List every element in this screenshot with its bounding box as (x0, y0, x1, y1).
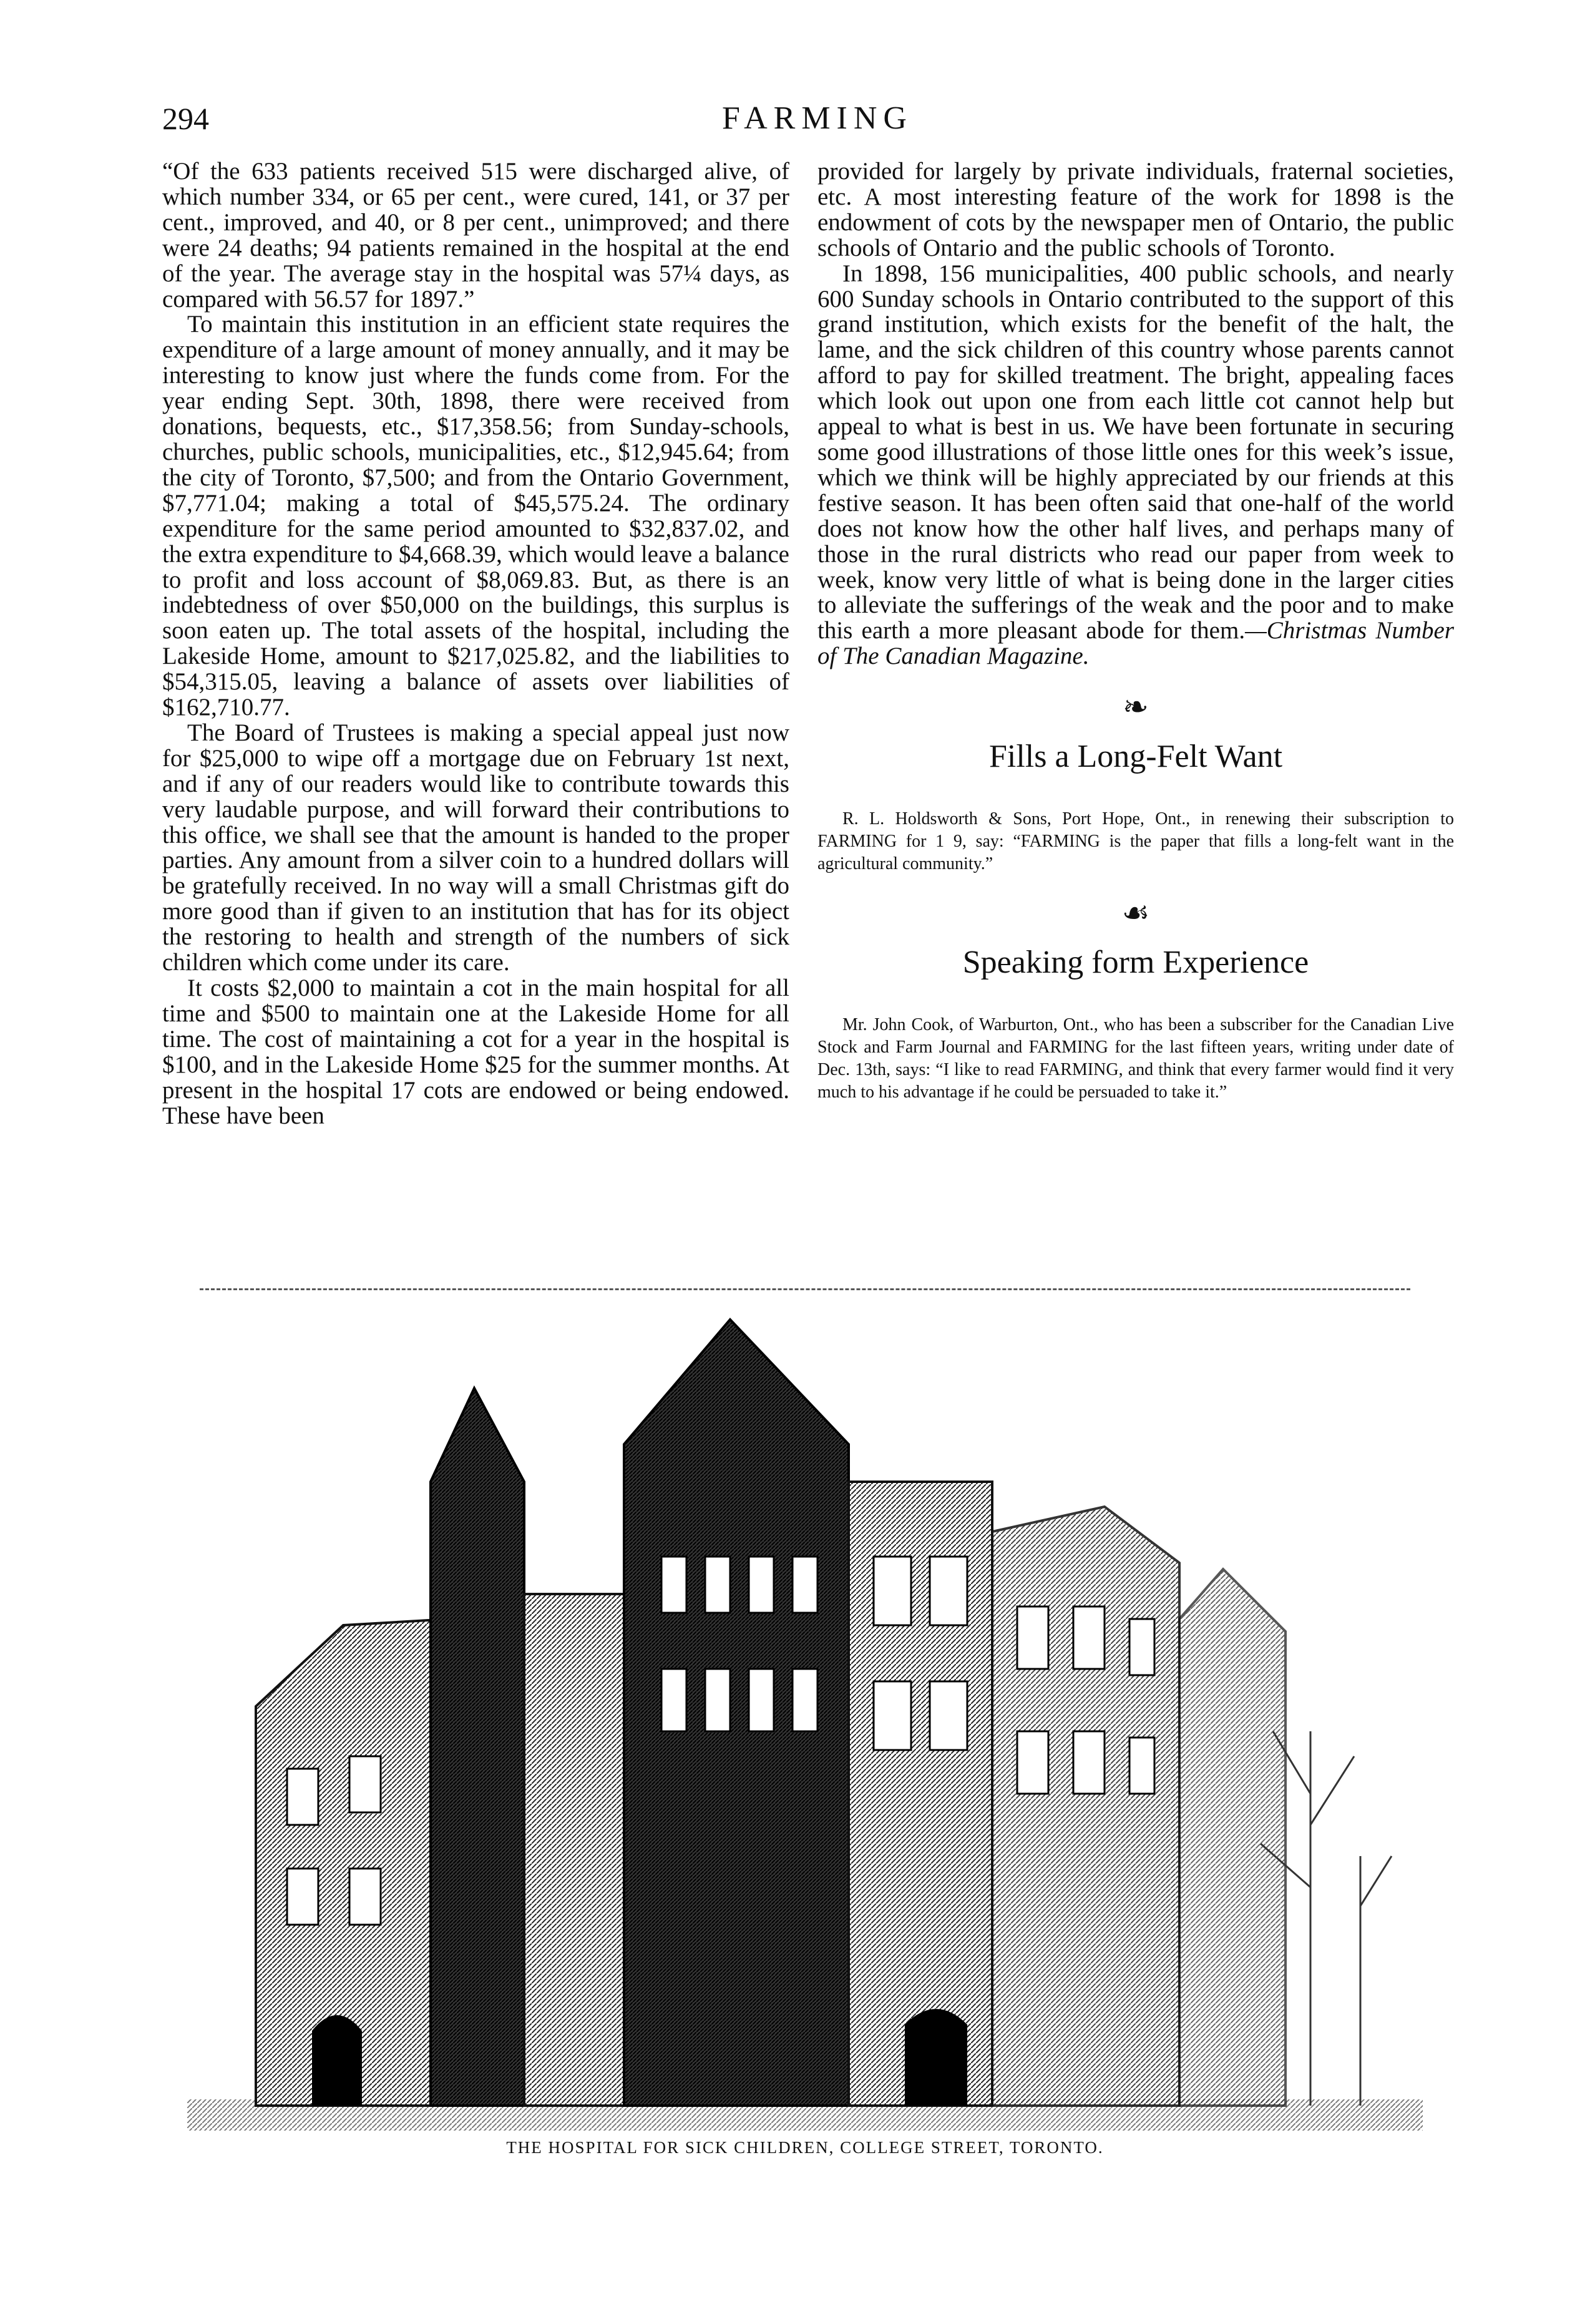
section-title: Fills a Long-Felt Want (988, 739, 1283, 775)
testimonial-text: Mr. John Cook, of Warburton, Ont., who has been a subscriber for the Canadian Live Stock and Farm Journal and FARMING for the last fifteen years, writing under date of Dec. 13th, says: “I like to read FARMING, and think that every farmer would find it very much to his advantage if he could be persuaded to take it.” (817, 1015, 1454, 1102)
right-column (817, 159, 1454, 1104)
paragraph: To maintain this institution in an efficient state requires the expenditure of a large amount of money annually, and it may be interesting to know just where the funds come from. For the year ending Sept. 30th, 1898, there were received from donations, bequests, etc., $17,358.56; from Sunday-schools, churches, public schools, municipalities, etc., $12,945.64; from the city of Toronto, $7,500; and from the Ontario Government, $7,771.04; making a total of $45,575.24. The ordinary expenditure for the same period amounted to $32,837.02, and the extra expenditure to $4,668.39, which would leave a balance to profit and loss account of $8,069.83. But, as there is an indebtedness of over $50,000 on the buildings, this surplus is soon eaten up. The total assets of the hospital, including the Lakeside Home, amount to $217,025.82, and the liabilities to $54,315.05, leaving a balance of assets over liabilities of $162,710.77. (162, 311, 789, 721)
building-illustration-icon (187, 1295, 1423, 2131)
ornament-divider-icon: ☙ (1121, 895, 1150, 931)
paragraph (817, 261, 1454, 670)
section-title: Speaking form Experience (962, 945, 1309, 981)
paragraph: The Board of Trustees is making a special appeal just now for $25,000 to wipe off a mortgage due on February 1st next, and if any of our readers would like to contribute towards this very laudable purpose, and will forward their contributions to this office, we shall see that the amount is handed to the proper parties. Any amount from a silver coin to a hundred dollars will be gratefully received. In no way will a small Christmas gift do more good than if given to an institution that has for its object the restoring to health and strength of the numbers of sick children which come under its care. (162, 719, 789, 976)
paragraph: “Of the 633 patients received 515 were discharged alive, of which number 334, or 65 per cent., were cured, 141, or 37 per cent., improved, and 40, or 8 per cent., unimproved; and there were 24 deaths; 94 patients remained in the hospital at the end of the year. The average stay in the hospital was 57¼ days, as compared with 56.57 for 1897.” (162, 158, 789, 313)
page-number: 294 (162, 101, 209, 136)
source-credit: —Christmas Number of The Canadian Magazine. (817, 617, 1454, 670)
hospital-engraving (187, 1295, 1423, 2131)
paragraph: provided for largely by private individuals, fraternal societies, etc. A most interesting feature of the work for 1898 is the endowment of cots by the newspaper men of Ontario, the public schools of Ontario and the public schools of Toronto. (817, 158, 1454, 261)
figure-caption: THE HOSPITAL FOR SICK CHILDREN, COLLEGE STREET, TORONTO. (506, 2138, 1104, 2157)
page-header (162, 94, 1473, 143)
running-head: FARMING (722, 100, 913, 136)
ornament-divider-icon: ❧ (1123, 689, 1149, 725)
left-column (162, 159, 789, 1129)
top-rule (200, 1288, 1410, 1290)
paragraph: It costs $2,000 to maintain a cot in the main hospital for all time and $500 to maintain one at the Lakeside Home for all time. The cost of maintaining a cot for a year in the hospital is $100, and in the Lakeside Home $25 for the summer months. At present in the hospital 17 cots are endowed or being endowed. These have been (162, 975, 789, 1129)
paragraph-text: In 1898, 156 municipalities, 400 public schools, and nearly 600 Sunday schools in Ontario contributed to the support of this grand institution, which exists for the benefit of the halt, the lame, and the sick children of this country whose parents cannot afford to pay for skilled treatment. The bright, appealing faces which look out upon one from each little cot cannot help but appeal to what is best in us. We have been fortunate in securing some good illustrations of those little ones for this week’s issue, which we think will be highly appreciated by our friends at this festive season. It has been often said that one-half of the world does not know how the other half lives, and perhaps many of those in the rural districts who read our paper from week to week, know very little of what is being done in the larger cities to alleviate the sufferings of the weak and the poor and to make this earth a more pleasant abode for them. (817, 260, 1454, 644)
testimonial-text: R. L. Holdsworth & Sons, Port Hope, Ont., in renewing their subscription to FARMING for 1 9, say: “FARMING is the paper that fills a long-felt want in the agricultural community.” (817, 809, 1454, 874)
